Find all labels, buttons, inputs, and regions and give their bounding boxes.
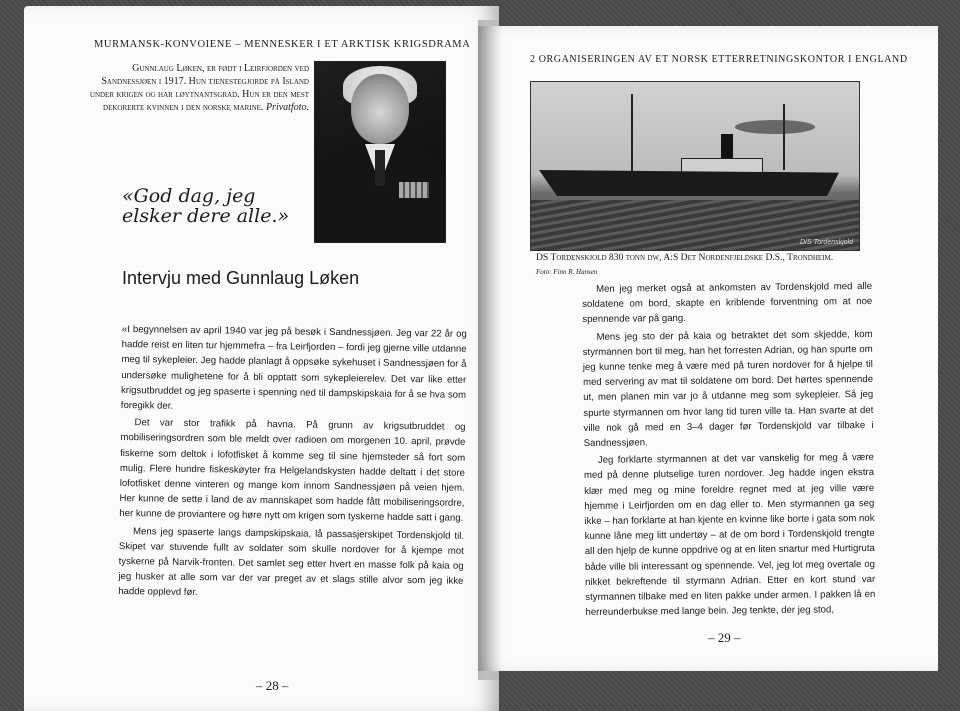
paragraph: Det var stor trafikk på havna. På grunn av krigsutbruddet og mobiliseringsordren som ble meldt over radioen om morgenen 10. april, prøvde fiskerne som deltok i lofotfisket å komme seg til sine hjemsteder så fort som mulig. Flere hundre fiskeskøyter fra Helgelandskysten hadde deltatt i det store lofotfisket denne vinteren og mange kom innom Sandnessjøen på veien hjem. Her kunne de sette i land de av mannskapet som hadde fått mobiliseringsordre, her kunne de proviantere og høre nytt om krigen som tyskerne hadde satt i gang. [119,417,466,525]
paragraph: Men jeg merket også at ankomsten av Tordenskjold med alle soldatene om bord, skapte en kriblende forventning om at noe spennende var på gang. [582,280,873,326]
right-body-text [582,279,876,622]
running-head: 2 ORGANISERINGEN AV ET NORSK ETTERRETNINGSKONTOR I ENGLAND [530,54,908,65]
left-page [24,6,499,711]
photo-signature: D/S Tordenskjold [799,239,853,246]
left-body-text [118,322,467,606]
portrait-photo [314,61,446,243]
right-page [478,26,938,671]
book-gutter [478,20,502,680]
photo-credit: Foto: Finn R. Hansen [536,268,598,276]
portrait-credit: Privatfoto. [265,102,309,113]
portrait-caption-text: Gunnlaug Løken, er født i Leirfjorden ved Sandnessjøen i 1917. Hun tjenestegjorde på Island under krigen og har løytnantsgrad. Hun er den mest dekorerte kvinnen i den norske marine. [89,63,309,113]
page-number: – 29 – [708,630,741,645]
ship-hull [539,170,839,196]
page-number: – 28 – [256,678,289,693]
ship-caption: DS Tordenskjold 830 tonn dw, A:S Det Nordenfjeldske D.S., Trondheim. [536,252,834,263]
portrait-caption [79,62,309,114]
paragraph: Jeg forklarte styrmannen at det var vanskelig for meg å være med på denne plutselige turen nordover. Jeg hadde ingen ekstra klær med meg og mine foreldre regnet med at jeg ville være hjemme i Leirfjorden om en dag eller to. Men styrmannen ga seg ikke – han forklarte at han kjente en kvinne like borte i gata som nok kunne låne meg litt undertøy – at de om bord i Tordenskjold trengte all den hjelp de kunne oppdrive og at en liten snartur med Hurtigruta både ville bli interessant og spennende. Vel, jeg lot meg overtale og nikket bekreftende til styrmann Adrian. Etter en kort stund var styrmannen tilbake med en liten pakke under armen. I pakken lå en herreunderbukse med lange bein. Jeg tenkte, der jeg stod, [583,452,876,619]
running-head: MURMANSK-KONVOIENE – MENNESKER I ET ARKTISK KRIGSDRAMA [94,39,471,50]
paragraph: «I begynnelsen av april 1940 var jeg på besøk i Sandnessjøen. Jeg var 22 år og hadde reist en liten tur hjemmefra – fra Leirfjorden – fordi jeg gjerne ville utdanne meg til sykepleier. Jeg hadde planlagt å oppsøke sykehuset i Sandnessjøen for å undersøke mulighetene for å bli opptatt som sykepleierelev. Det var like etter krigsutbruddet og jeg spaserte i spenning ned til dampskipskaia for å se hva som foregikk der. [120,323,467,412]
medals-icon [399,182,429,198]
interview-title: Intervju med Gunnlaug Løken [122,268,360,288]
paragraph: Mens jeg spaserte langs dampskipskaia, lå passasjerskipet Tordenskjold til. Skipet var stuvende fullt av soldater som skulle nordover for å kjempe mot tyskerne på Narvik-fronten. Det samlet seg etter hvert en masse folk på kaia og jeg husker at alle som var der var preget av et slags stille alvor som jeg ikke hadde opplevd før. [118,525,465,599]
ship-photo [530,81,860,251]
pull-quote: «God dag, jeg elsker dere alle.» [122,185,290,227]
paragraph: Mens jeg sto der på kaia og betraktet det som skjedde, kom styrmannen bort til meg, han het forresten Adrian, og han spurte om jeg kunne tenke meg å være med på turen nordover for å hjelpe til med servering av mat til soldatene om bord. Det hørtes spennende ut, men planen min var jo å utdanne meg som sykepleier. Så jeg spurte styrmannen om hvor lang tid turen ville ta. Han svarte at det ville nok gå med en 3–4 dager før Tordenskjold var tilbake i Sandnessjøen. [582,328,874,450]
